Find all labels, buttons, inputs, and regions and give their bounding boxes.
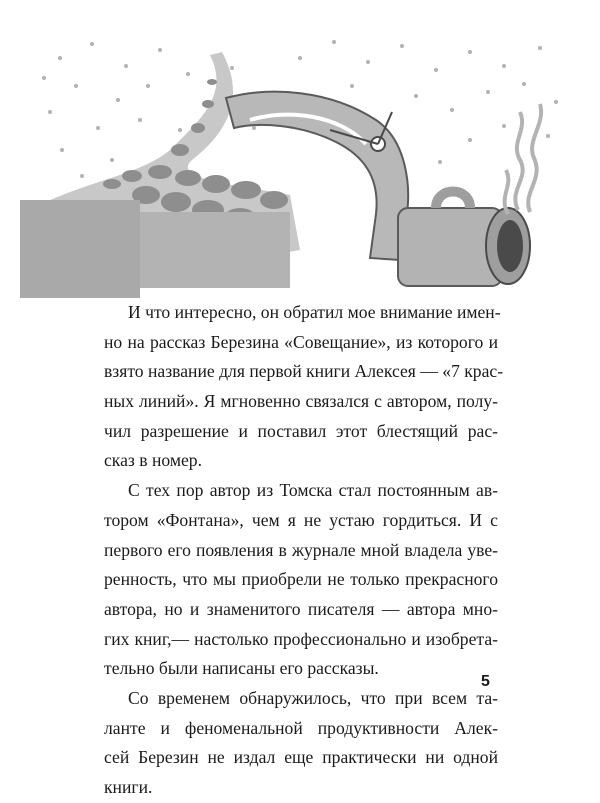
cup <box>398 192 530 287</box>
text-line: чил разрешение и поставил этот блестящий рас- <box>104 420 498 441</box>
text-line: С тех пор автор из Томска стал постоянным ав- <box>128 480 498 501</box>
paragraph-3 <box>104 684 498 803</box>
page-number: 5 <box>481 673 490 690</box>
clock-pipe-illustration <box>0 0 600 320</box>
steam <box>505 104 542 214</box>
body-text <box>104 298 504 803</box>
text-line: но на рассказ Березина «Совещание», из которого и <box>104 331 498 352</box>
text-line: Со временем обнаружилось, что при всем та- <box>128 687 498 708</box>
text-line: ных линий». Я мгновенно связался с автором, полу- <box>104 391 498 412</box>
paragraph-1 <box>104 298 504 476</box>
text-line: ланте и феноменальной продуктивности Алек- <box>104 717 498 738</box>
text-line: гих книг,— настолько профессионально и изобрета- <box>104 628 498 649</box>
text-line: тором «Фонтана», чем я не устаю гордиться. И с <box>104 509 498 530</box>
tube-body <box>20 200 140 298</box>
text-line: сказ в номер. <box>104 450 202 471</box>
text-line: ренность, что мы приобрели не только прекрасного <box>104 569 498 590</box>
text-line: сей Березин не издал еще практически ни одной <box>104 747 498 768</box>
text-line: взято название для первой книги Алексея — «7 крас- <box>104 361 504 382</box>
text-line: автора, но и знаменитого писателя — автора мно- <box>104 598 498 619</box>
text-line: книги. <box>104 777 153 797</box>
text-line: первого его появления в журнале мной владела уве- <box>104 539 498 560</box>
paragraph-2 <box>104 476 498 684</box>
text-line: тельно были написаны его рассказы. <box>104 658 379 679</box>
text-line: И что интересно, он обратил мое внимание имен- <box>128 302 501 322</box>
